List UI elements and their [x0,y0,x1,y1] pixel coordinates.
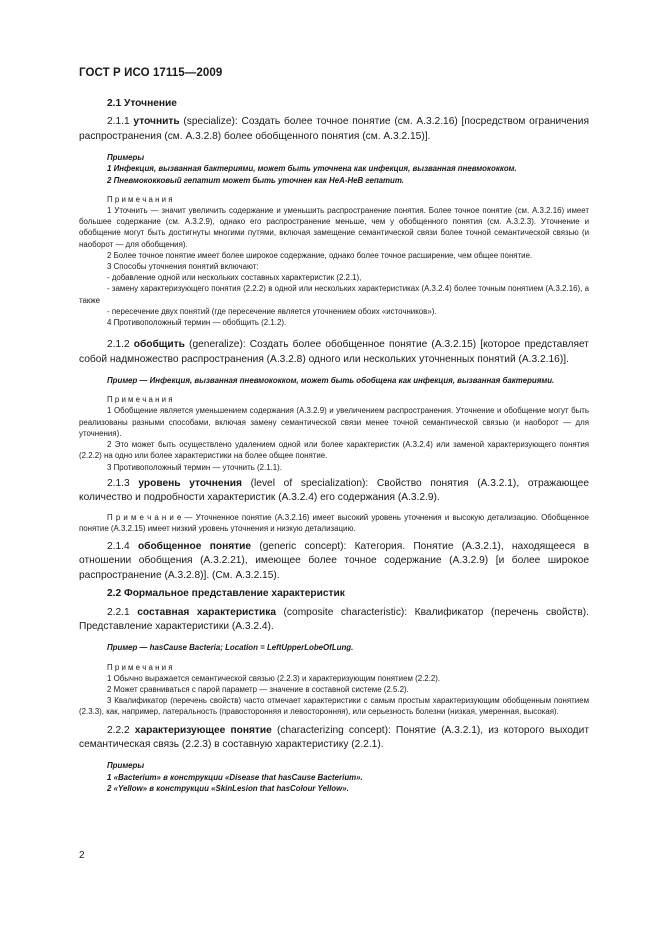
clause-2-1-3: 2.1.3 уровень уточнения (level of specialization): Свойство понятия (А.3.2.1), отражающее количество и подробности характеристик (А.3.2.4) его содержания (А.3.2.9). [79,477,589,504]
section-2-2-title: 2.2 Формальное представление характеристик [107,588,345,600]
section-2-1-title: 2.1 Уточнение [107,98,177,109]
notes-heading: П р и м е ч а н и я [107,194,173,204]
note-3-item-b: - замену характеризующего понятия (2.2.2) в одной или нескольких характеристиках (А.3.2.4) более точным понятием (А.3.2.16), а также [79,284,589,305]
page-number: 2 [79,850,85,861]
clause-2-1-4: 2.1.4 обобщенное понятие (generic concept): Категория. Понятие (А.3.2.1), находящееся в отношении обобщения (А.3.2.21), имеющее более точное содержание (А.3.2.9) [и более широкое распространение (А.3.2.8)]. (См. А.3.2.15). [79,540,589,581]
clause-2-1-1: 2.1.1 уточнить (specialize): Создать более точное понятие (см. А.3.2.16) [посредством ограничения распространения (см. А.3.2.8) более обобщенного понятия (см. А.3.2.15)]. [79,116,589,142]
note-3-item-c: - пересечение двух понятий (где пересечение является уточнением обоих «источников»). [107,306,437,316]
example: Пример — Инфекция, вызванная пневмококком, может быть обобщена как инфекция, вызванная бактериями. [107,376,555,386]
note-1: 1 Уточнить — значит увеличить содержание и уменьшить распространение понятия. Более точное понятие (см. А.3.2.16) имеет большее содержание (см. А.3.2.9), однако его распространение меньше, чем у обобщенного понятия (см. А.3.2.3). Уточнение и обобщение могут быть достигнуты многими путями, включая замещение семантической связи более точной семантической связью (и наоборот — для обобщения). [79,206,589,249]
example: Пример — hasCause Bacteria; Location = LeftUpperLobeOfLung. [107,643,354,653]
notes-heading: П р и м е ч а н и я [107,662,173,672]
note-2: 2 Это может быть осуществлено удалением одной или более характеристик (А.3.2.4) или заменой характеризующего понятия (2.2.2) на одно или более характеристики на более общее понятие. [79,440,589,461]
example-2: 2 «Yellow» в конструкции «SkinLesion that hasColour Yellow». [107,783,349,793]
clause-2-2-2: 2.2.2 характеризующее понятие (characterizing concept): Понятие (А.3.2.1), из которого выходит семантическая связь (2.2.3) в составную характеристику (2.2.1). [79,724,589,750]
note-1: 1 Обобщение является уменьшением содержания (А.3.2.9) и увеличением распространения. Уточнение и обобщение могут быть реализованы разными способами, включая замену семантической связи менее точной семантической связью (и наоборот — для уточнения). [79,406,589,438]
note: П р и м е ч а н и е — Уточненное понятие (А.3.2.16) имеет высокий уровень уточнения и высокую детализацию. Обобщенное понятие (А.3.2.15) имеет низкий уровень уточнения и низкую детализацию. [79,512,589,533]
examples-heading: Примеры [107,761,145,771]
note-2: 2 Может сравниваться с парой параметр — значение в составной системе (2.5.2). [107,684,409,694]
document-header: ГОСТ Р ИСО 17115—2009 [79,67,223,79]
note-4: 4 Противоположный термин — обобщить (2.1.2). [107,318,287,328]
examples-heading: Примеры [107,153,145,163]
notes-heading: П р и м е ч а н и я [107,395,173,405]
note-1: 1 Обычно выражается семантической связью (2.2.3) и характеризующим понятием (2.2.2). [107,673,441,683]
note-3: 3 Способы уточнения понятий включают: [107,262,259,272]
note-3: 3 Противоположный термин — уточнить (2.1.1). [107,462,282,472]
clause-2-2-1: 2.2.1 составная характеристика (composite characteristic): Квалификатор (перечень свойств). Представление характеристики (А.3.2.4). [79,606,589,632]
document-body [79,97,589,794]
note-2: 2 Более точное понятие имеет более широкое содержание, однако более точное расширение, чем общее понятие. [107,250,533,260]
note-3: 3 Квалификатор (перечень свойств) часто отмечает характеристики с самым простым характеризующим обобщенным понятием (2.3.3), как, например, латеральность (правосторонняя и левосторонняя), или серьезность болезни (низкая, умеренная, высокая). [79,696,589,717]
example-2: 2 Пневмококковый гепатит может быть уточнен как НеА-НеВ гепатит. [107,175,404,185]
example-1: 1 «Bacterium» в конструкции «Disease that hasCause Bacterium». [107,772,363,782]
clause-2-1-2: 2.1.2 обобщить (generalize): Создать более обобщенное понятие (А.3.2.15) [которое представляет собой надмножество распространения (А.3.2.8) одного или нескольких уточненных понятий (А.3.2.16)]. [79,339,589,365]
example-1: 1 Инфекция, вызванная бактериями, может быть уточнена как инфекция, вызванная пневмококком. [107,164,517,174]
note-3-item-a: - добавление одной или нескольких составных характеристик (2.2.1), [107,273,362,283]
